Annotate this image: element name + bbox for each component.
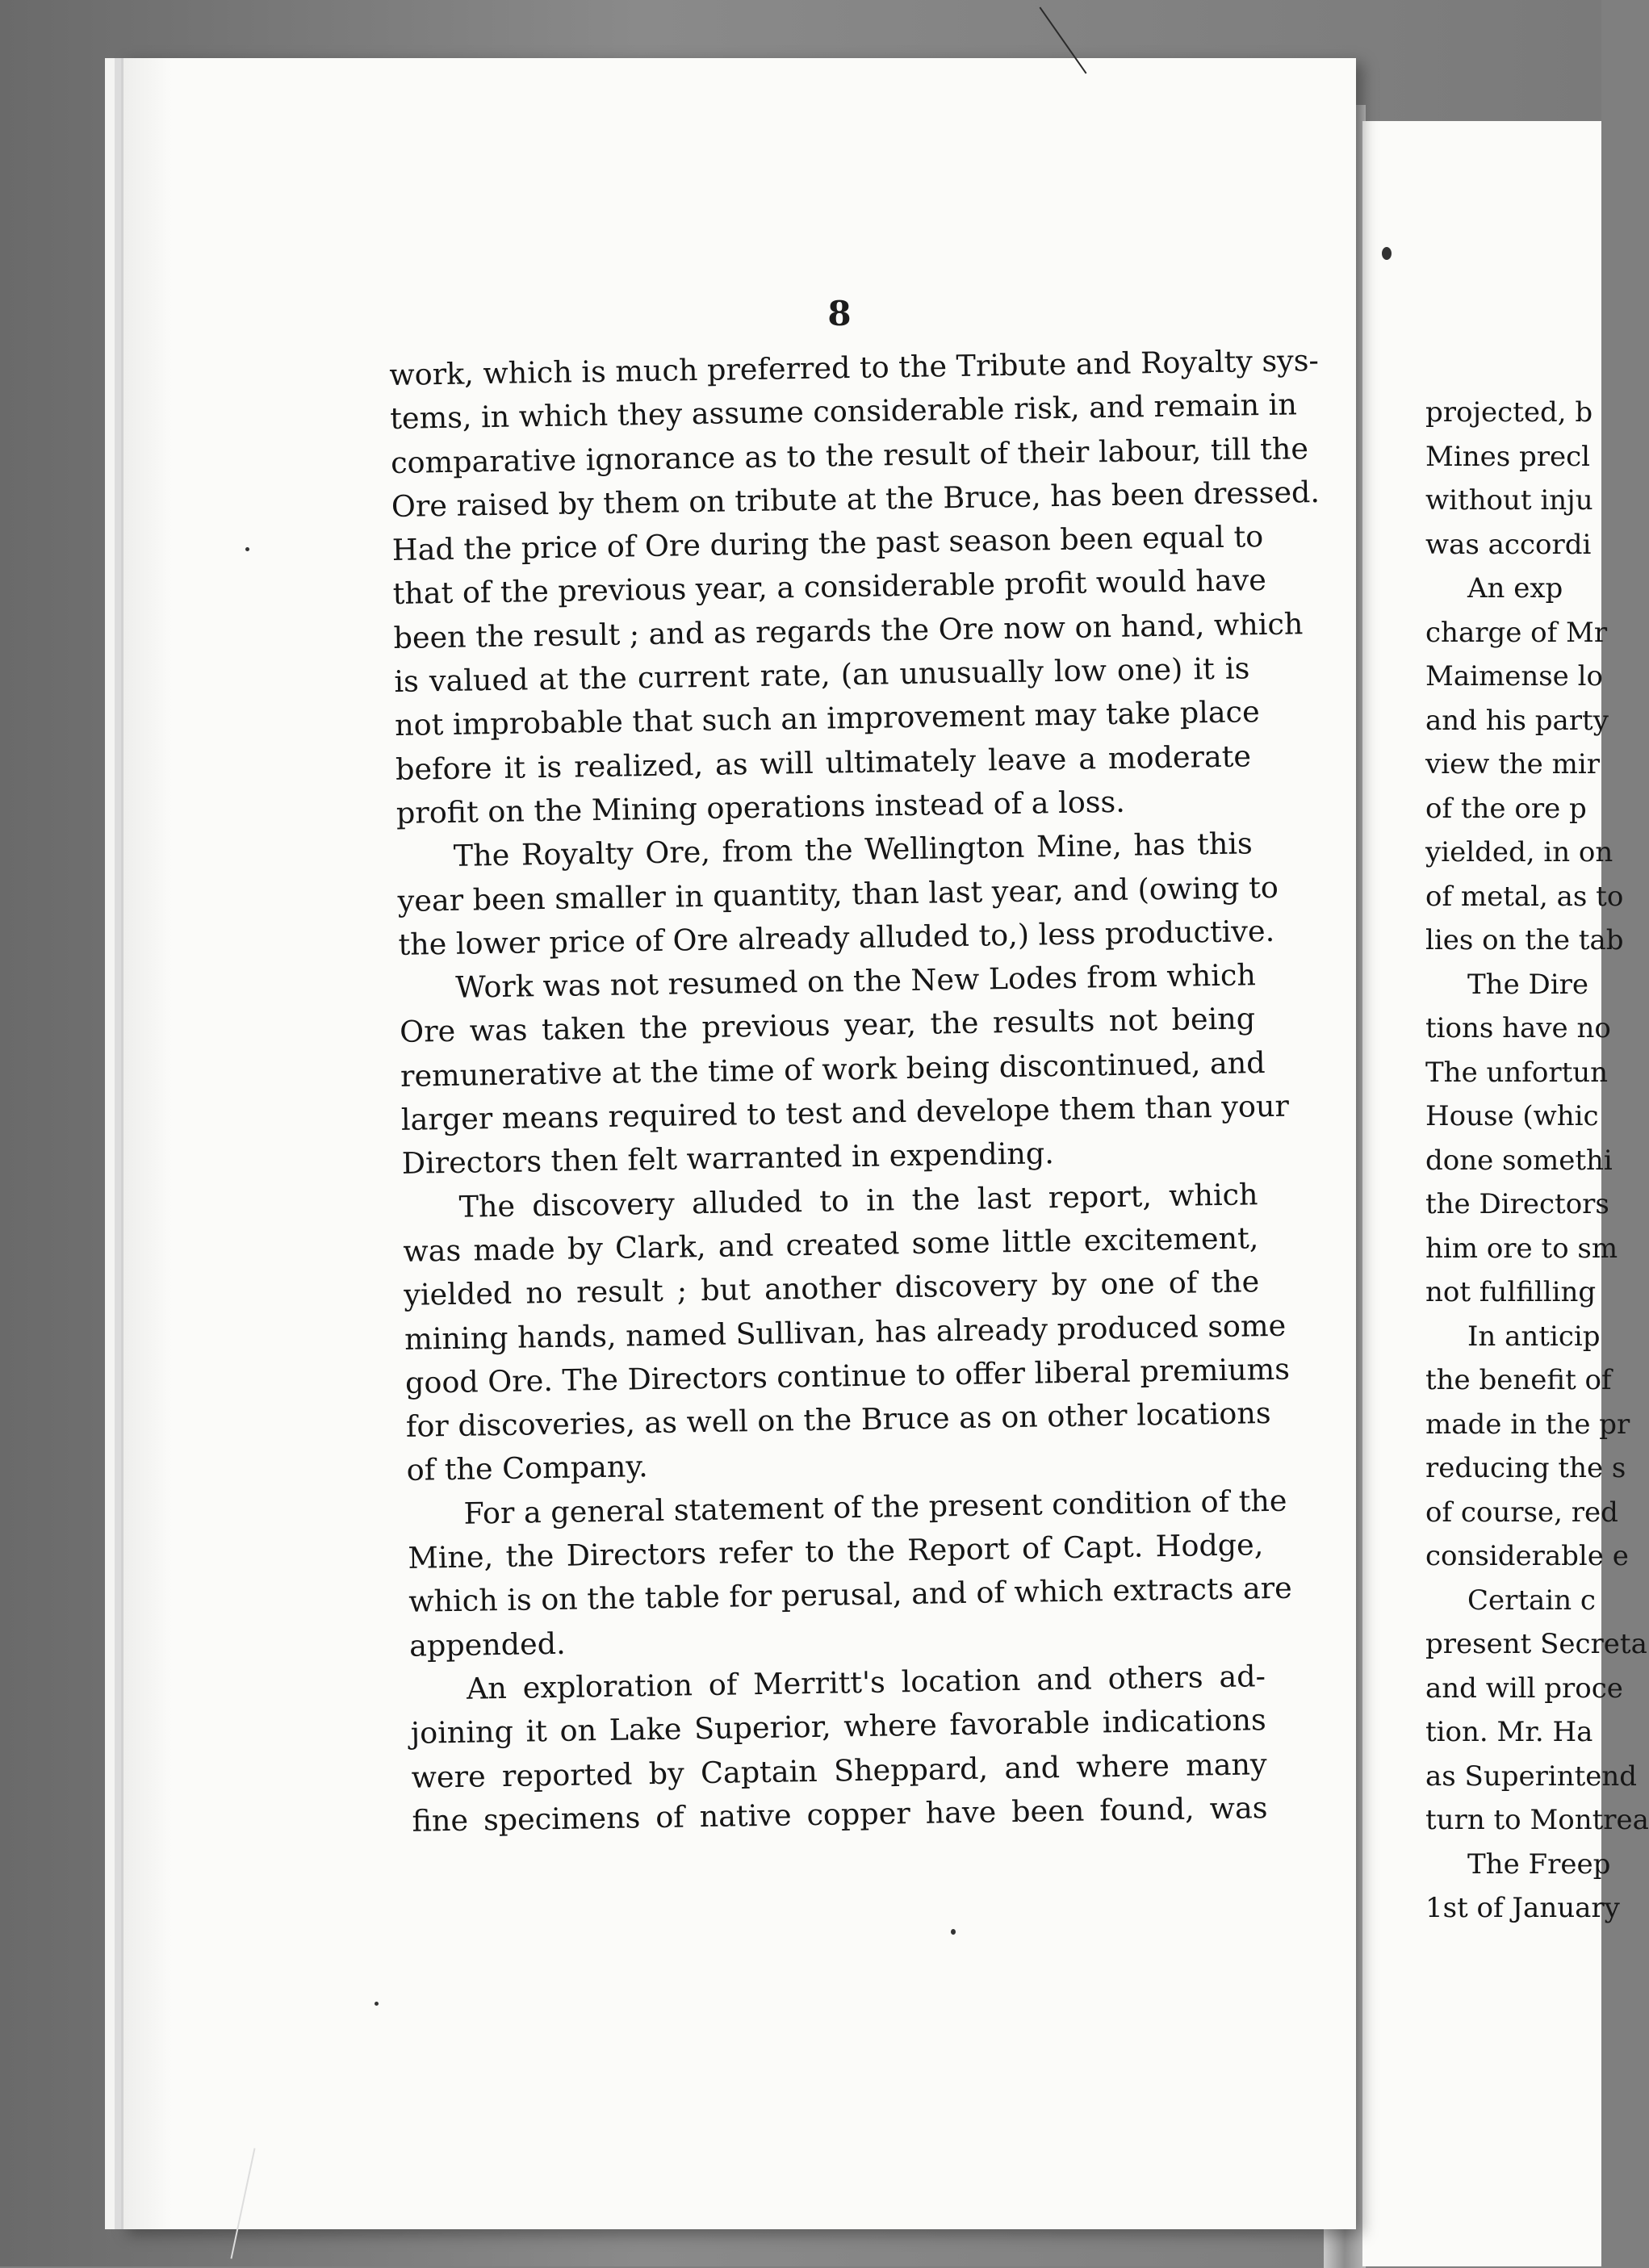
- paragraph-start: Work was not resumed on the New Lodes from which: [455, 957, 1257, 1005]
- text-line: mining hands, named Sullivan, has already produced some: [404, 1308, 1287, 1357]
- text-line: Mines precl: [1425, 440, 1591, 473]
- text-line: remunerative at the time of work being discontinued, and: [400, 1044, 1266, 1094]
- text-line: good Ore. The Directors continue to offer liberal premiums: [404, 1351, 1291, 1400]
- text-line: as Superintend: [1425, 1760, 1638, 1793]
- text-line: of metal, as to: [1425, 880, 1624, 913]
- paragraph-start: The Dire: [1467, 968, 1589, 1001]
- text-line: present Secreta: [1425, 1628, 1647, 1660]
- paragraph-start: The Freep: [1467, 1847, 1611, 1881]
- text-line: for discoveries, as well on the Bruce as on other locations: [405, 1396, 1271, 1444]
- paragraph-start: Certain c: [1467, 1584, 1596, 1617]
- text-line: him ore to sm: [1425, 1232, 1618, 1265]
- text-line: projected, b: [1425, 396, 1593, 429]
- left-page-text: [389, 340, 1320, 1843]
- text-line: tions have no: [1425, 1012, 1611, 1044]
- text-line: Ore was taken the previous year, the results not being: [399, 1001, 1256, 1050]
- text-line: charge of Mr: [1425, 616, 1608, 649]
- text-line: joining it on Lake Superior, where favorable indications: [410, 1702, 1267, 1751]
- text-line: yielded no result ; but another discovery by one of the: [403, 1264, 1260, 1313]
- text-line: which is on the table for perusal, and of which extracts are: [408, 1570, 1293, 1620]
- text-line: of the ore p: [1425, 792, 1587, 825]
- text-line: the lower price of Ore already alluded to,) less productive.: [398, 913, 1275, 962]
- paragraph-start: In anticip: [1467, 1320, 1601, 1353]
- text-line: not fulfilling: [1425, 1276, 1597, 1308]
- text-line: without inju: [1425, 484, 1593, 517]
- text-line: The unfortun: [1425, 1056, 1609, 1089]
- text-line: was accordi: [1425, 528, 1592, 561]
- text-line: Directors then felt warranted in expending.: [401, 1136, 1055, 1182]
- paragraph-start: An exploration of Merritt's location and others ad-: [466, 1659, 1266, 1706]
- text-line: reducing the s: [1425, 1452, 1626, 1484]
- text-line: work, which is much preferred to the Tribute and Royalty sys-: [389, 342, 1320, 392]
- text-line: appended.: [408, 1626, 567, 1663]
- text-line: year been smaller in quantity, than last year, and (owing to: [397, 869, 1279, 918]
- text-line: lies on the tab: [1425, 924, 1624, 956]
- text-line: were reported by Captain Sheppard, and where many: [411, 1746, 1267, 1795]
- text-line: made in the pr: [1425, 1408, 1630, 1441]
- text-line: considerable e: [1425, 1540, 1629, 1572]
- text-line: and will proce: [1425, 1672, 1623, 1705]
- dust-speck: [951, 1929, 956, 1935]
- paragraph-start: The Royalty Ore, from the Wellington Mine, has this: [453, 826, 1253, 874]
- text-line: tems, in which they assume considerable risk, and remain in: [389, 387, 1298, 437]
- dust-speck: [1382, 247, 1392, 260]
- text-line: fine specimens of native copper have been found, was: [412, 1789, 1268, 1839]
- text-line: Maimense lo: [1425, 660, 1603, 693]
- right-page-text: [1425, 391, 1649, 1931]
- text-line: profit on the Mining operations instead of a loss.: [396, 784, 1126, 831]
- text-line: larger means required to test and develope them than your: [400, 1088, 1290, 1137]
- paragraph-start: An exp: [1467, 572, 1563, 605]
- text-line: 1st of January: [1425, 1892, 1620, 1924]
- text-line: view the mir: [1425, 748, 1600, 780]
- text-line: tion. Mr. Ha: [1425, 1716, 1593, 1748]
- text-line: comparative ignorance as to the result of their labour, till the: [390, 430, 1309, 480]
- text-line: turn to Montrea: [1425, 1804, 1649, 1836]
- text-line: before it is realized, as will ultimately leave a moderate: [395, 738, 1252, 787]
- text-line: of course, red: [1425, 1496, 1618, 1529]
- left-page-edge: [121, 58, 172, 2229]
- text-line: the Directors: [1425, 1188, 1609, 1220]
- text-line: yielded, in on: [1425, 836, 1613, 868]
- text-line: of the Company.: [406, 1449, 649, 1488]
- text-line: was made by Clark, and created some little excitement,: [403, 1220, 1259, 1269]
- text-line: that of the previous year, a considerable profit would have: [392, 563, 1267, 612]
- text-line: the benefit of: [1425, 1364, 1612, 1396]
- text-line: and his party: [1425, 704, 1609, 737]
- text-line: been the result ; and as regards the Ore now on hand, which: [393, 606, 1304, 655]
- text-line: Had the price of Ore during the past season been equal to: [391, 519, 1264, 568]
- dust-speck: [375, 2002, 379, 2006]
- text-line: Ore raised by them on tribute at the Bruce, has been dressed.: [391, 474, 1320, 524]
- paragraph-start: The discovery alluded to in the last report, which: [458, 1176, 1258, 1224]
- text-line: Mine, the Directors refer to the Report of Capt. Hodge,: [408, 1527, 1264, 1575]
- text-line: House (whic: [1425, 1100, 1599, 1132]
- text-line: is valued at the current rate, (an unusually low one) it is: [394, 651, 1250, 700]
- paragraph-start: For a general statement of the present condition of the: [463, 1483, 1287, 1531]
- text-line: not improbable that such an improvement may take place: [394, 694, 1260, 743]
- dust-speck: [245, 547, 249, 551]
- page-number: 8: [827, 294, 852, 333]
- text-line: done somethi: [1425, 1144, 1613, 1177]
